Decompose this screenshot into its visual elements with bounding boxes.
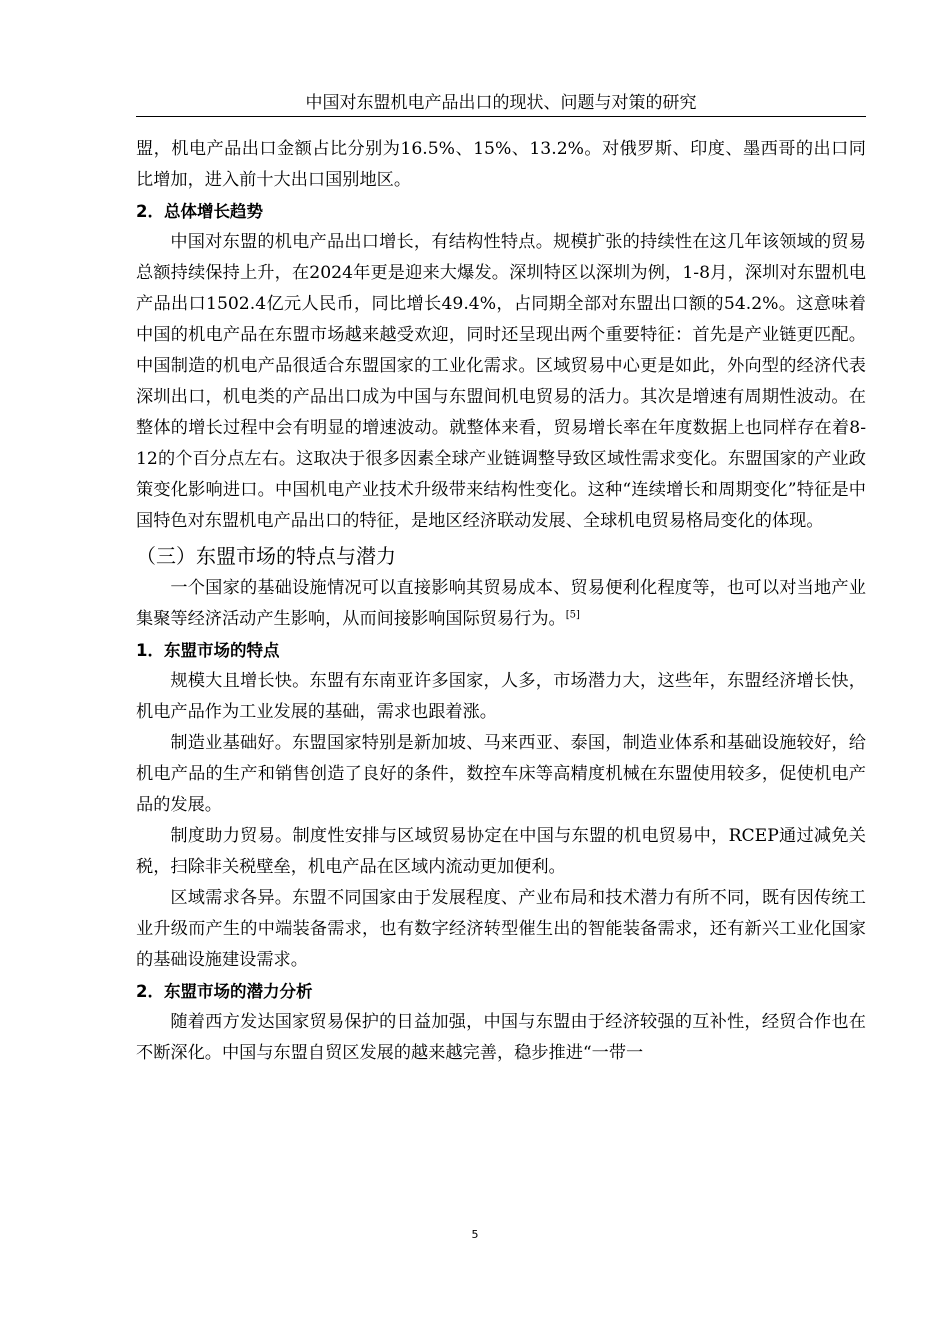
paragraph-total-growth: 中国对东盟的机电产品出口增长，有结构性特点。规模扩张的持续性在这几年该领域的贸易总额持续保持上升，在2024年更是迎来大爆发。深圳特区以深圳为例，1-8月，深圳对东盟机电产品出口1502.4亿元人民币，同比增长49.4%，占同期全部对东盟出口额的54.2%。这意味着中国的机电产品在东盟市场越来越受欢迎，同时还呈现出两个重要特征：首先是产业链更匹配。中国制造的机电产品很适合东盟国家的工业化需求。区域贸易中心更是如此，外向型的经济代表深圳出口，机电类的产品出口成为中国与东盟间机电贸易的活力。其次是增速有周期性波动。在整体的增长过程中会有明显的增速波动。就整体来看，贸易增长率在年度数据上也同样存在着8-12的个百分点左右。这取决于很多因素全球产业链调整导致区域性需求变化。东盟国家的产业政策变化影响进口。中国机电产业技术升级带来结构性变化。这种“连续增长和周期变化”特征是中国特色对东盟机电产品出口的特征，是地区经济联动发展、全球机电贸易格局变化的体现。 <box>136 232 866 531</box>
paragraph-infrastructure-text: 一个国家的基础设施情况可以直接影响其贸易成本、贸易便利化程度等，也可以对当地产业集聚等经济活动产生影响，从而间接影响国际贸易行为。 <box>136 578 866 629</box>
page-number: 5 <box>471 1228 479 1241</box>
header-rule <box>136 116 866 117</box>
paragraph-regional-demand: 区域需求各异。东盟不同国家由于发展程度、产业布局和技术潜力有所不同，既有因传统工业升级而产生的中端装备需求，也有数字经济转型催生出的智能装备需求，还有新兴工业化国家的基础设施建设需求。 <box>136 888 866 970</box>
paragraph-institution: 制度助力贸易。制度性安排与区域贸易协定在中国与东盟的机电贸易中，RCEP通过减免关税，扫除非关税壁垒，机电产品在区域内流动更加便利。 <box>136 826 866 877</box>
paragraph-infrastructure <box>136 573 866 635</box>
paragraph-potential: 随着西方发达国家贸易保护的日益加强，中国与东盟由于经济较强的互补性，经贸合作也在不断深化。中国与东盟自贸区发展的越来越完善，稳步推进“一带一 <box>136 1012 866 1063</box>
subheading-market-features: 1．东盟市场的特点 <box>136 641 280 660</box>
citation-ref: [5] <box>565 609 580 621</box>
subheading-potential: 2．东盟市场的潜力分析 <box>136 982 313 1001</box>
running-header: 中国对东盟机电产品出口的现状、问题与对策的研究 <box>305 93 697 113</box>
paragraph-scale: 规模大且增长快。东盟有东南亚许多国家，人多，市场潜力大，这些年，东盟经济增长快，机电产品作为工业发展的基础，需求也跟着涨。 <box>136 671 866 722</box>
section-heading-asean-market: （三）东盟市场的特点与潜力 <box>136 544 396 568</box>
document-body <box>136 134 866 1069</box>
paragraph-continued: 盟，机电产品出口金额占比分别为16.5%、15%、13.2%。对俄罗斯、印度、墨西哥的出口同比增加，进入前十大出口国别地区。 <box>136 139 866 190</box>
subheading-total-growth: 2．总体增长趋势 <box>136 202 263 221</box>
paragraph-manufacturing: 制造业基础好。东盟国家特别是新加坡、马来西亚、泰国，制造业体系和基础设施较好，给机电产品的生产和销售创造了良好的条件，数控车床等高精度机械在东盟使用较多，促使机电产品的发展。 <box>136 733 866 815</box>
